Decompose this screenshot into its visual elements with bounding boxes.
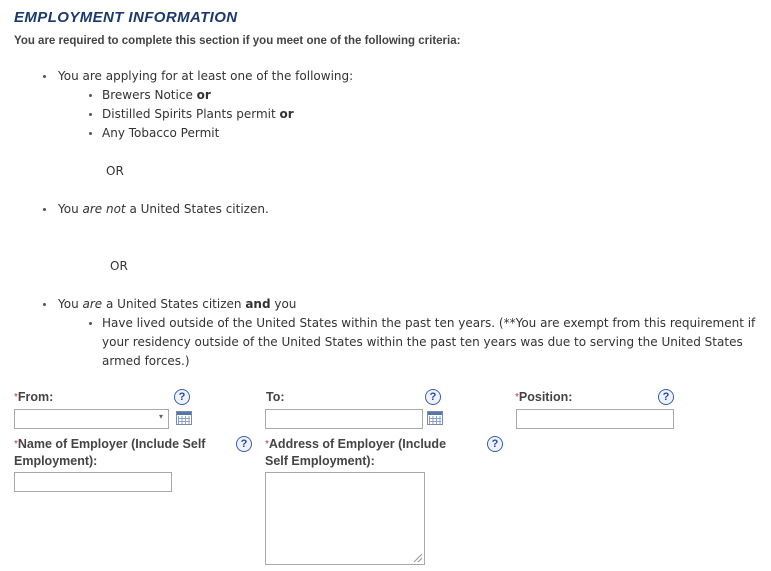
criterion-3-pre: You bbox=[58, 297, 83, 311]
bullet-icon bbox=[43, 303, 46, 306]
calendar-icon[interactable] bbox=[176, 411, 192, 425]
bullet-icon bbox=[43, 208, 46, 211]
criterion-1-item-text: Distilled Spirits Plants permit bbox=[102, 107, 280, 121]
from-label bbox=[14, 389, 53, 406]
bullet-icon bbox=[43, 75, 46, 78]
employer-address-label-text: Self Employment): bbox=[265, 454, 375, 468]
or-separator: OR bbox=[106, 164, 124, 178]
employer-name-label-text: Employment): bbox=[14, 454, 98, 468]
criterion-3-post: you bbox=[270, 297, 297, 311]
criterion-1-item-conjunction: or bbox=[279, 107, 294, 121]
criterion-2-pre: You bbox=[58, 202, 83, 216]
criterion-2 bbox=[58, 200, 269, 219]
resize-grip-icon[interactable] bbox=[414, 554, 422, 562]
from-label-text: From: bbox=[17, 390, 54, 404]
section-subtitle: You are required to complete this section if you meet one of the following criteria: bbox=[14, 35, 461, 47]
help-icon[interactable]: ? bbox=[174, 389, 190, 405]
position-input[interactable] bbox=[516, 409, 674, 429]
criterion-3-conjunction: and bbox=[245, 297, 271, 311]
bullet-icon bbox=[89, 322, 92, 325]
help-icon[interactable]: ? bbox=[487, 436, 503, 452]
criterion-3-detail-line: your residency outside of the United States within the past ten years was due to serving the United States bbox=[102, 335, 743, 349]
criterion-2-post: a United States citizen. bbox=[125, 202, 269, 216]
criterion-1-item bbox=[102, 105, 294, 124]
criterion-3-mid: a United States citizen bbox=[102, 297, 246, 311]
criterion-1-item bbox=[102, 124, 219, 143]
required-marker: * bbox=[14, 439, 18, 450]
to-date-input[interactable] bbox=[265, 409, 423, 429]
criterion-3-detail bbox=[102, 314, 755, 333]
bullet-icon bbox=[89, 132, 92, 135]
position-label-text: Position: bbox=[518, 390, 573, 404]
help-icon[interactable]: ? bbox=[658, 389, 674, 405]
criterion-3-emphasis: are bbox=[82, 297, 103, 311]
employer-address-label-text: Address of Employer (Include bbox=[268, 437, 447, 451]
criterion-3-detail-line: Have lived outside of the United States within the past ten years. (**You are exempt from this requirement if bbox=[102, 316, 756, 330]
criterion-1-item bbox=[102, 86, 211, 105]
criterion-3 bbox=[58, 295, 296, 314]
criterion-1-item-text: Brewers Notice bbox=[102, 88, 197, 102]
calendar-icon[interactable] bbox=[427, 411, 443, 425]
employer-address-textarea[interactable] bbox=[265, 472, 425, 565]
employer-name-label-text: Name of Employer (Include Self bbox=[17, 437, 206, 451]
criterion-1-item-conjunction: or bbox=[196, 88, 211, 102]
help-icon[interactable]: ? bbox=[236, 436, 252, 452]
employer-name-input[interactable] bbox=[14, 472, 172, 492]
help-icon[interactable]: ? bbox=[425, 389, 441, 405]
or-separator: OR bbox=[110, 259, 128, 273]
criterion-2-emphasis: are not bbox=[82, 202, 126, 216]
bullet-icon bbox=[89, 94, 92, 97]
dropdown-icon[interactable]: ▾ bbox=[158, 412, 163, 421]
position-label bbox=[515, 389, 572, 406]
criterion-1 bbox=[58, 67, 353, 86]
required-marker: * bbox=[265, 439, 269, 450]
employer-address-label bbox=[265, 436, 446, 470]
criterion-3-detail-line: armed forces.) bbox=[102, 354, 190, 368]
criterion-1-text: You are applying for at least one of the following: bbox=[58, 69, 354, 83]
required-marker: * bbox=[14, 392, 18, 403]
bullet-icon bbox=[89, 113, 92, 116]
criterion-1-item-text: Any Tobacco Permit bbox=[102, 126, 220, 140]
section-title: EMPLOYMENT INFORMATION bbox=[14, 9, 238, 26]
from-date-input[interactable] bbox=[14, 409, 169, 429]
employer-name-label bbox=[14, 436, 205, 470]
required-marker: * bbox=[515, 392, 519, 403]
to-label: To: bbox=[266, 390, 285, 404]
